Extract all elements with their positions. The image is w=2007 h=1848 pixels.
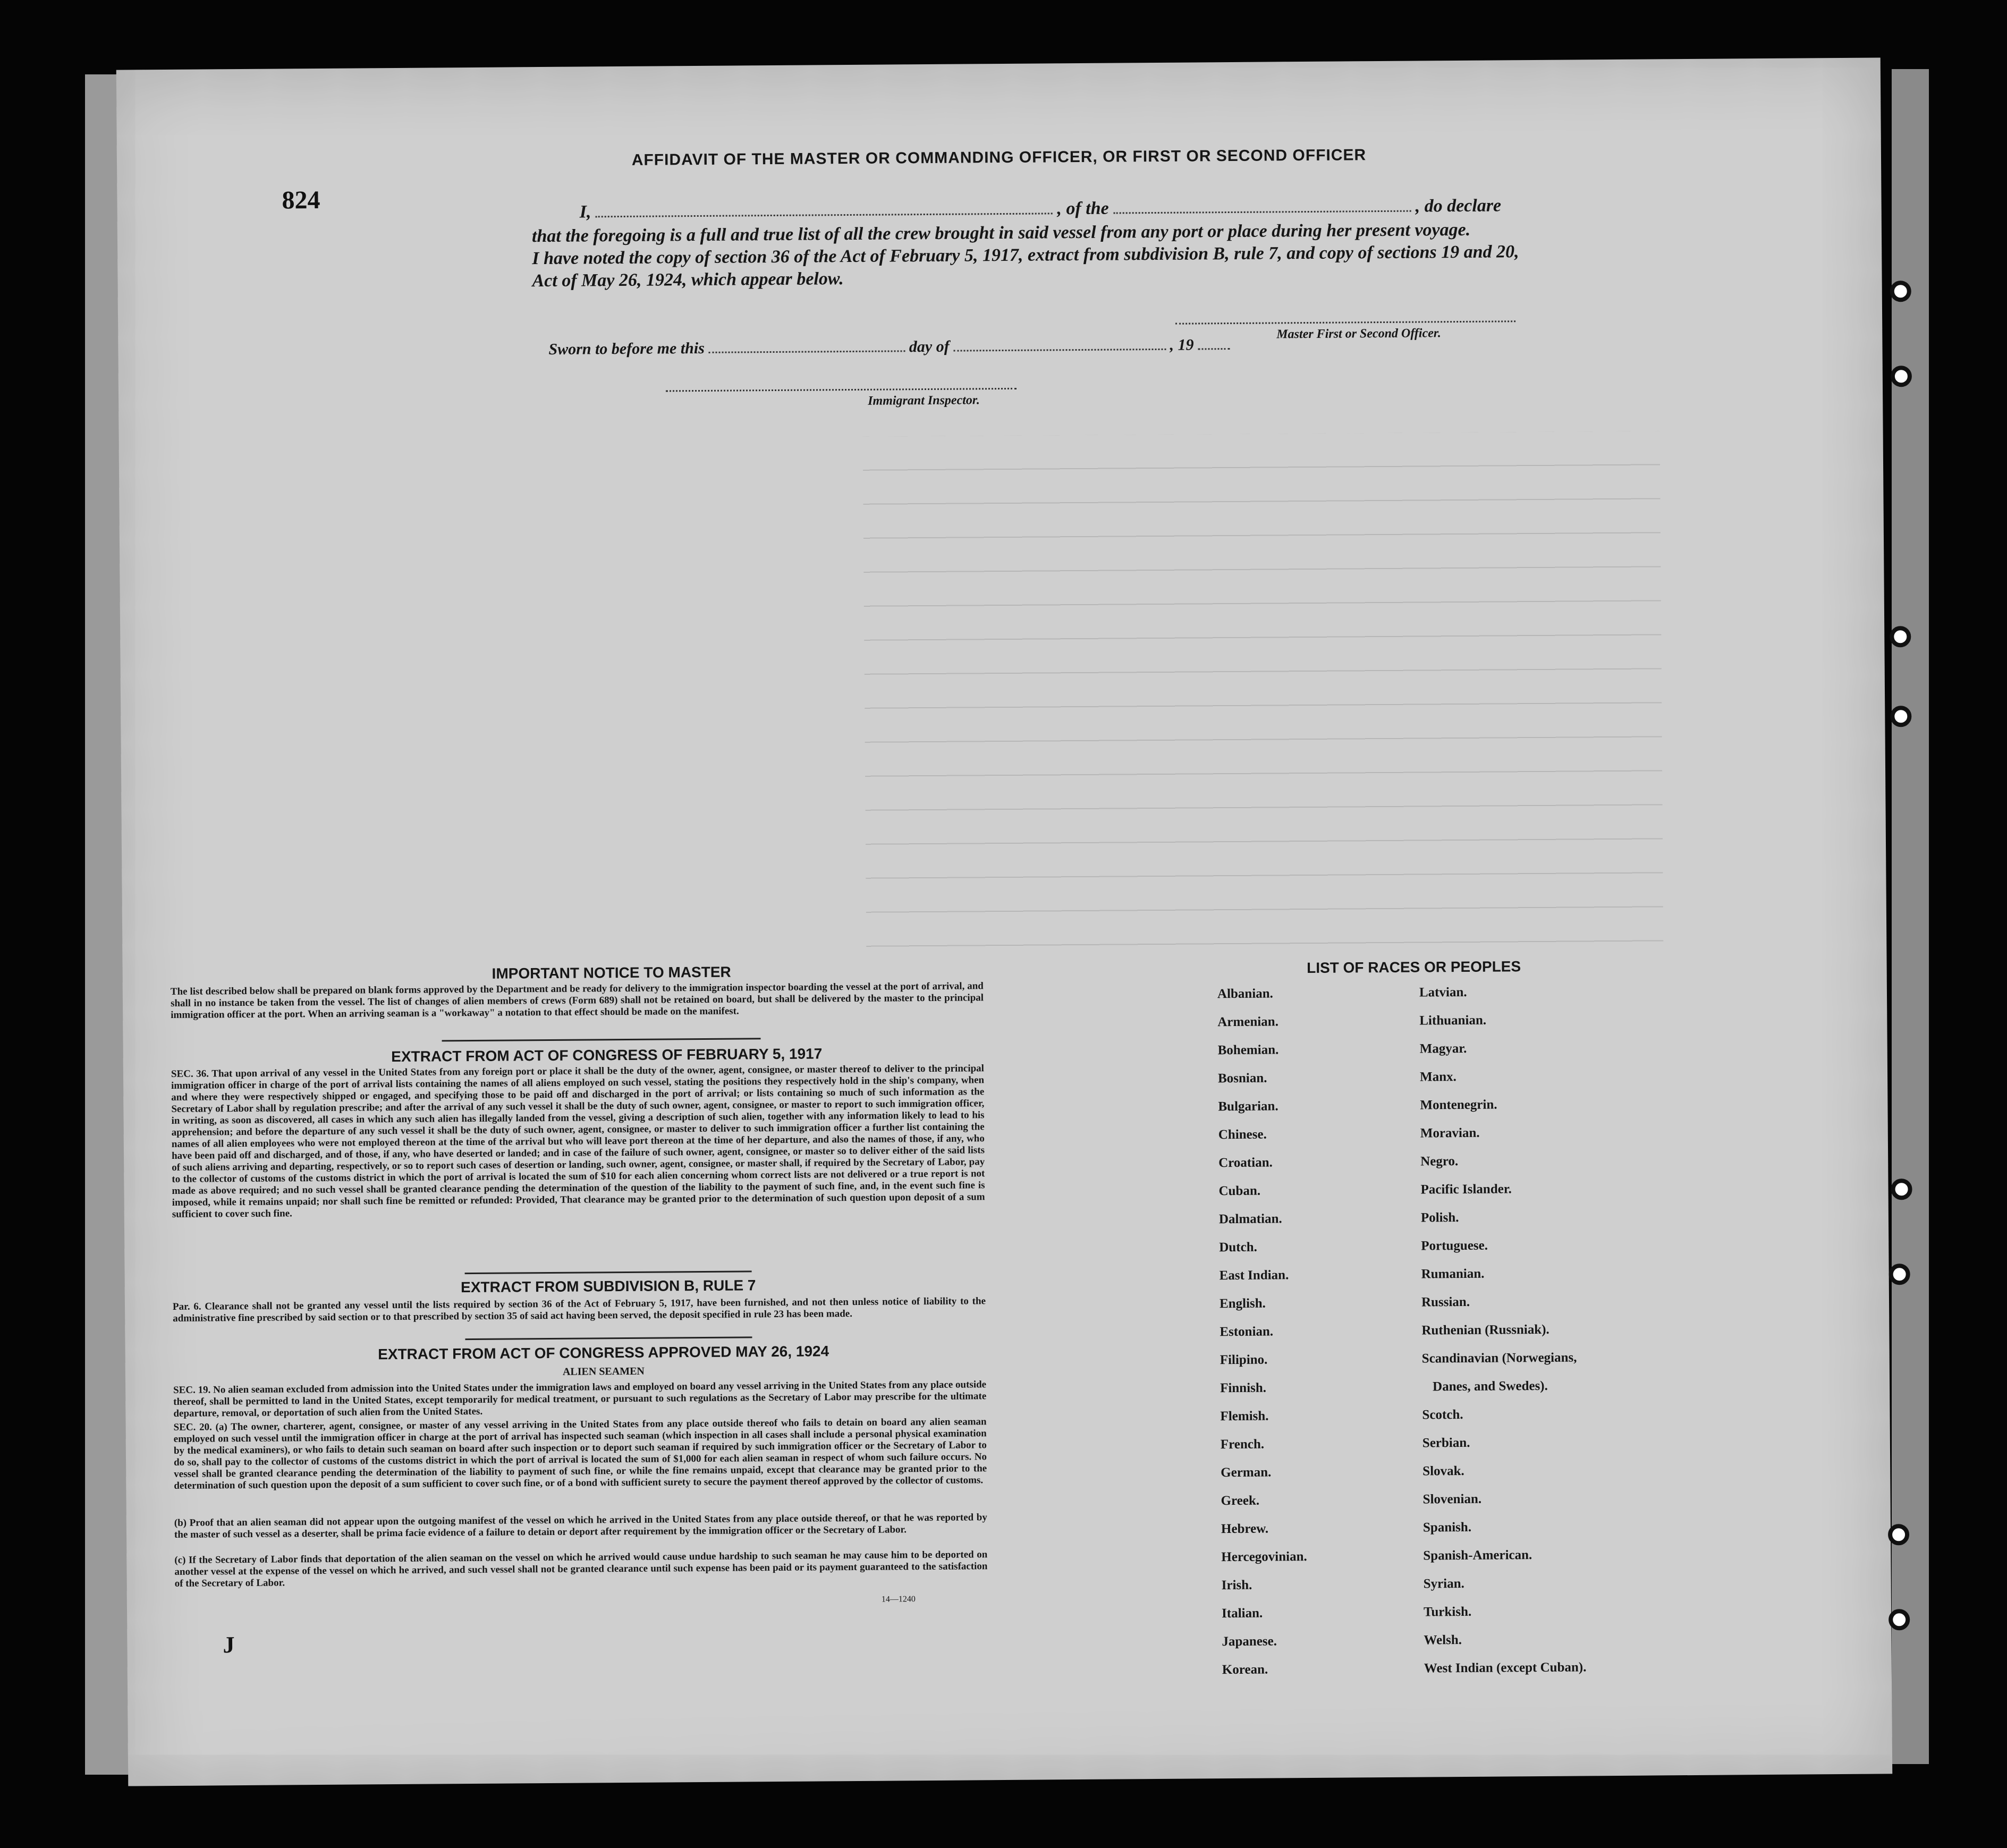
race-item: English.	[1219, 1296, 1266, 1311]
subdivision-b-text: Par. 6. Clearance shall not be granted any vessel until the lists required by section 36 of the Act of February 5, 1917, have been furnished, and not then unless notice of liability to the administrative fine prescribed by said section or to that prescribed by section 35 of said act having been served, the deposit specified in rule 23 has been made.	[172, 1295, 986, 1324]
race-item: Polish.	[1420, 1210, 1459, 1225]
binder-hole-4	[1890, 706, 1911, 727]
extract-1924-sec19: SEC. 19. No alien seaman excluded from admission into the United States under the immigration laws and employed on board any vessel arriving in the United States from any place outside thereof, shall be permitted to land in the United States, except temporarily for medical treatment, or pursuant to such regulations as the Secretary of Labor may prescribe for the ultimate departure, removal, or deportation of such alien from the United States.	[173, 1379, 987, 1419]
vessel-blank[interactable]	[1113, 210, 1411, 214]
race-item: Slovenian.	[1422, 1491, 1482, 1507]
race-item: Bulgarian.	[1218, 1099, 1278, 1114]
race-item: Filipino.	[1220, 1352, 1268, 1368]
race-item: Serbian.	[1422, 1435, 1470, 1451]
binder-hole-1	[1890, 281, 1911, 302]
sworn-day-of: day of	[909, 337, 950, 356]
sworn-line	[548, 336, 1230, 359]
race-item: Armenian.	[1217, 1014, 1278, 1030]
notice-text: The list described below shall be prepared on blank forms approved by the Department and be ready for delivery to the immigration inspector boarding the vessel at the port of arrival, and shall in no instance be taken from the vessel. The list of changes of alien members of crews (Form 689) shall not be retained on board, but shall be delivered by the master to the principal immigration officer at the port. When an arriving seaman is a "workaway" a notation to that effect should be made on the manifest.	[170, 980, 984, 1021]
master-caption: Master First or Second Officer.	[1276, 326, 1441, 342]
inspector-signature-line[interactable]	[666, 388, 1017, 392]
alien-seamen-subtitle: ALIEN SEAMEN	[562, 1365, 645, 1378]
extract-1924-sec20b: (b) Proof that an alien seaman did not appear upon the outgoing manifest of the vessel on which he arrived in the United States from any place outside thereof, or that he was reported by the master of such vessel as a deserter, shall be prima facie evidence of a failure to detain or deport after requirement by the immigration officer or the Secretary of Labor.	[174, 1512, 987, 1540]
race-item: Scandinavian (Norwegians,	[1421, 1350, 1577, 1366]
race-item: Italian.	[1222, 1606, 1263, 1621]
race-item: Danes, and Swedes).	[1433, 1378, 1548, 1394]
race-item: Bohemian.	[1217, 1042, 1279, 1058]
race-item: Korean.	[1222, 1662, 1268, 1677]
extract-1924-title: EXTRACT FROM ACT OF CONGRESS APPROVED MAY 26, 1924	[378, 1343, 829, 1363]
affidavit-i: I,	[579, 202, 591, 222]
race-item: Chinese.	[1218, 1127, 1267, 1142]
affidavit-line-1	[580, 196, 1502, 222]
binder-hole-2	[1891, 366, 1912, 387]
inspector-caption: Immigrant Inspector.	[868, 393, 980, 408]
handwritten-number: 824	[282, 185, 320, 215]
race-item: Negro.	[1420, 1154, 1459, 1169]
master-signature-line[interactable]	[1175, 320, 1515, 324]
race-item: French.	[1220, 1437, 1265, 1452]
race-item: Hercegovinian.	[1221, 1549, 1307, 1565]
rule-1	[442, 1038, 761, 1041]
race-item: Cuban.	[1218, 1183, 1261, 1199]
binder-hole-8	[1889, 1609, 1910, 1630]
binder-hole-7	[1888, 1524, 1909, 1545]
race-item: Estonian.	[1220, 1324, 1274, 1340]
race-item: Lithuanian.	[1419, 1013, 1487, 1028]
sworn-day-blank[interactable]	[708, 350, 905, 353]
race-item: Welsh.	[1424, 1633, 1462, 1648]
sworn-year: , 19	[1170, 336, 1194, 354]
extract-1924-sec20c: (c) If the Secretary of Labor finds that deportation of the alien seaman on the vessel on which he arrived would cause undue hardship to such seaman he may cause him to be deported on another vessel at the expense of the vessel on which he arrived, and such vessel shall not be granted clearance until such expense has been paid or its payment guaranteed to the satisfaction of the Secretary of Labor.	[174, 1549, 988, 1589]
race-item: Bosnian.	[1217, 1071, 1267, 1086]
affidavit-line-4: Act of May 26, 1924, which appear below.	[532, 269, 844, 291]
manifest-sheet	[116, 57, 1892, 1786]
subdivision-b-title: EXTRACT FROM SUBDIVISION B, RULE 7	[460, 1277, 756, 1296]
race-item: Slovak.	[1422, 1463, 1464, 1479]
race-item: Finnish.	[1220, 1380, 1267, 1396]
affidavit-title: AFFIDAVIT OF THE MASTER OR COMMANDING OFFICER, OR FIRST OR SECOND OFFICER	[631, 146, 1367, 169]
extract-1924-sec20a: SEC. 20. (a) The owner, charterer, agent, consignee, or master of any vessel arriving in the United States from any place outside thereof who fails to detain on board any alien seaman employed on such vessel until the immigration officer in charge at the port of arrival has inspected such seaman (which inspection in all cases shall include a personal physical examination by the medical examiners), or who fails to detain such seaman on board after such inspection or to deport such seaman if required by such immigration officer or the Secretary of Labor to do so, shall pay to the collector of customs of the customs district in which the port of arrival is located the sum of $1,000 for each alien seaman in respect of whom such failure occurs. No vessel shall be granted clearance pending the determination of the liability to payment of such fine, or while the fine remains unpaid, except that clearance may be granted prior to the determination of such question upon the deposit of a sum sufficient to cover such fine, or of a bond with sufficient surety to secure the payment thereof approved by the collector of customs.	[173, 1416, 987, 1491]
race-item: Portuguese.	[1421, 1238, 1488, 1253]
sworn-start: Sworn to before me this	[548, 339, 705, 358]
race-item: East Indian.	[1219, 1268, 1289, 1283]
race-item: Russian.	[1421, 1294, 1470, 1310]
rule-3	[465, 1336, 752, 1340]
affidavit-line-3: I have noted the copy of section 36 of the Act of February 5, 1917, extract from subdivision B, rule 7, and copy of sections 19 and 20,	[532, 242, 1519, 269]
name-blank[interactable]	[596, 213, 1053, 217]
extract-1917-title: EXTRACT FROM ACT OF CONGRESS OF FEBRUARY 5, 1917	[391, 1045, 823, 1065]
affidavit-declare: , do declare	[1415, 196, 1502, 216]
race-item: Montenegrin.	[1420, 1097, 1497, 1113]
form-number: 14—1240	[881, 1595, 916, 1604]
race-item: Ruthenian (Russniak).	[1421, 1322, 1549, 1338]
race-item: Spanish-American.	[1423, 1548, 1532, 1563]
notice-title: IMPORTANT NOTICE TO MASTER	[492, 963, 731, 982]
affidavit-of-the: , of the	[1057, 198, 1109, 219]
race-item: Albanian.	[1217, 986, 1273, 1002]
page-edge-right	[1892, 69, 1929, 1764]
race-item: Magyar.	[1419, 1041, 1467, 1056]
race-item: Hebrew.	[1221, 1521, 1269, 1537]
binder-hole-5	[1891, 1179, 1912, 1200]
sworn-year-blank[interactable]	[1198, 348, 1230, 350]
race-item: West Indian (except Cuban).	[1424, 1660, 1587, 1676]
binder-hole-6	[1889, 1264, 1910, 1285]
race-item: Japanese.	[1222, 1634, 1277, 1649]
race-item: Dutch.	[1219, 1240, 1257, 1255]
race-item: German.	[1221, 1465, 1272, 1480]
race-item: Flemish.	[1220, 1409, 1269, 1424]
races-right-column	[1419, 983, 1796, 1687]
races-left-column	[1217, 985, 1445, 1688]
extract-1917-text: SEC. 36. That upon arrival of any vessel in the United States from any foreign port or place it shall be the duty of the owner, agent, consignee, or master thereof to deliver to the principal immigration officer in charge of the port of arrival lists containing the names of all aliens employed on such vessel, stating the positions they respectively hold in the ship's company, when and where they were respectively shipped or engaged, and specifying those to be paid off and discharged in the port of arrival; or lists containing so much of such information as the Secretary of Labor shall by regulation prescribe; and after the arrival of any such vessel it shall be the duty of such owner, agent, consignee, or master to report to such immigration officer, in writing, as soon as discovered, all cases in which any such alien has illegally landed from the vessel, giving a description of such alien, together with any information likely to lead to his apprehension; and before the departure of any such vessel it shall be the duty of such owner, agent, consignee, or master to deliver to such immigration officer a further list containing the names of all alien employees who were not employed thereon at the time of the arrival but who will leave port thereon at the time of her departure, and also the names of those, if any, who have been paid off and discharged, and of those, if any, who have deserted or landed; and in case of the failure of such owner, agent, consignee, or master so to deliver either of the said lists of such aliens arriving and departing, respectively, or so to report such cases of desertion or landing, such owner, agent, consignee, or master shall, if required by the Secretary of Labor, pay to the collector of customs of the customs district in which the port of arrival is located the sum of $10 for each alien concerning whom correct lists are not delivered or a true report is not made as above required; and no such vessel shall be granted clearance pending the determination of the question of the liability to the payment of such fine, and, in the event such fine is imposed, while it remains unpaid; nor shall such fine be remitted or refunded: Provided, That clearance may be granted prior to the determination of such question upon deposit of a sum sufficient to cover such fine.	[171, 1063, 985, 1220]
race-item: Manx.	[1419, 1070, 1456, 1084]
race-item: Turkish.	[1423, 1604, 1472, 1620]
race-item: Rumanian.	[1421, 1266, 1485, 1282]
race-item: Syrian.	[1423, 1576, 1464, 1591]
sworn-month-blank[interactable]	[953, 349, 1166, 352]
binder-hole-3	[1890, 626, 1911, 647]
race-item: Moravian.	[1420, 1125, 1480, 1141]
race-item: Greek.	[1221, 1493, 1260, 1508]
handwritten-corner-mark: J	[223, 1632, 235, 1658]
race-item: Pacific Islander.	[1420, 1182, 1512, 1197]
race-item: Latvian.	[1419, 985, 1467, 1000]
races-title: LIST OF RACES OR PEOPLES	[1307, 958, 1521, 977]
affidavit-line-2: that the foregoing is a full and true list of all the crew brought in said vessel from any port or place during her present voyage.	[531, 219, 1471, 247]
race-item: Croatian.	[1218, 1155, 1273, 1171]
race-item: Scotch.	[1422, 1407, 1463, 1422]
race-item: Spanish.	[1422, 1520, 1472, 1535]
rule-2	[465, 1270, 752, 1274]
race-item: Irish.	[1221, 1578, 1252, 1593]
race-item: Dalmatian.	[1218, 1211, 1282, 1227]
bleed-through-crew-list	[863, 431, 1664, 968]
